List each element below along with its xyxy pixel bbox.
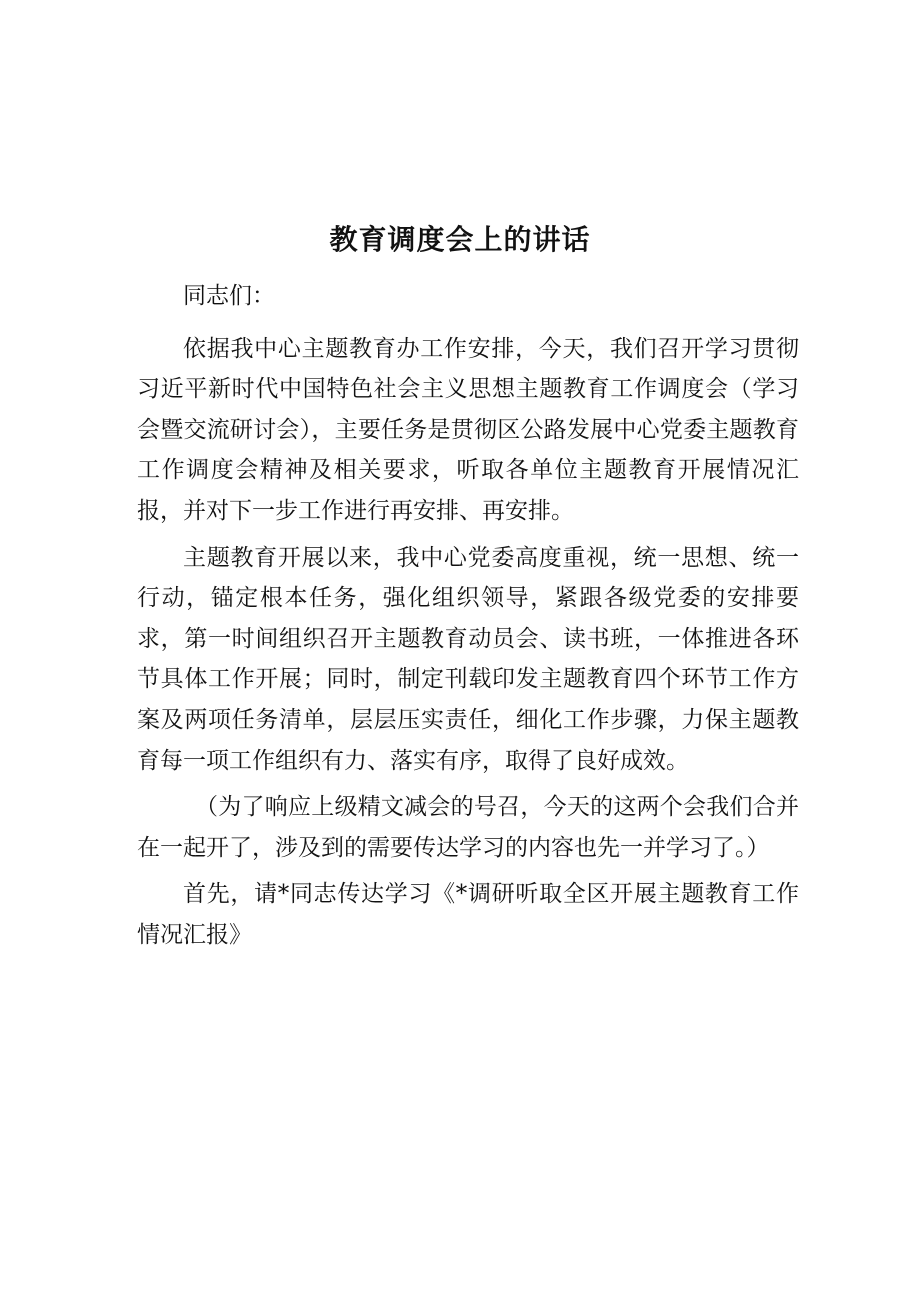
paragraph-note: （为了响应上级精文减会的号召，今天的这两个会我们合并在一起开了，涉及到的需要传达学习的内容也先一并学习了。） xyxy=(137,794,799,861)
paragraph-first-item: 首先，请*同志传达学习《*调研听取全区开展主题教育工作情况汇报》 xyxy=(137,881,799,948)
paragraph-progress: 主题教育开展以来，我中心党委高度重视，统一思想、统一行动，锚定根本任务，强化组织领导，紧跟各级党委的安排要求，第一时间组织召开主题教育动员会、读书班，一体推进各环节具体工作开展；同时，制定刊载印发主题教育四个环节工作方案及两项任务清单，层层压实责任，细化工作步骤，力保主题教育每一项工作组织有力、落实有序，取得了良好成效。 xyxy=(137,544,799,774)
document-body xyxy=(137,276,799,962)
paragraph-intro: 依据我中心主题教育办工作安排，今天，我们召开学习贯彻习近平新时代中国特色社会主义思想主题教育工作调度会（学习会暨交流研讨会），主要任务是贯彻区公路发展中心党委主题教育工作调度会精神及相关要求，听取各单位主题教育开展情况汇报，并对下一步工作进行再安排、再安排。 xyxy=(137,335,799,524)
document-title: 教育调度会上的讲话 xyxy=(329,223,591,256)
salutation: 同志们： xyxy=(183,283,275,309)
